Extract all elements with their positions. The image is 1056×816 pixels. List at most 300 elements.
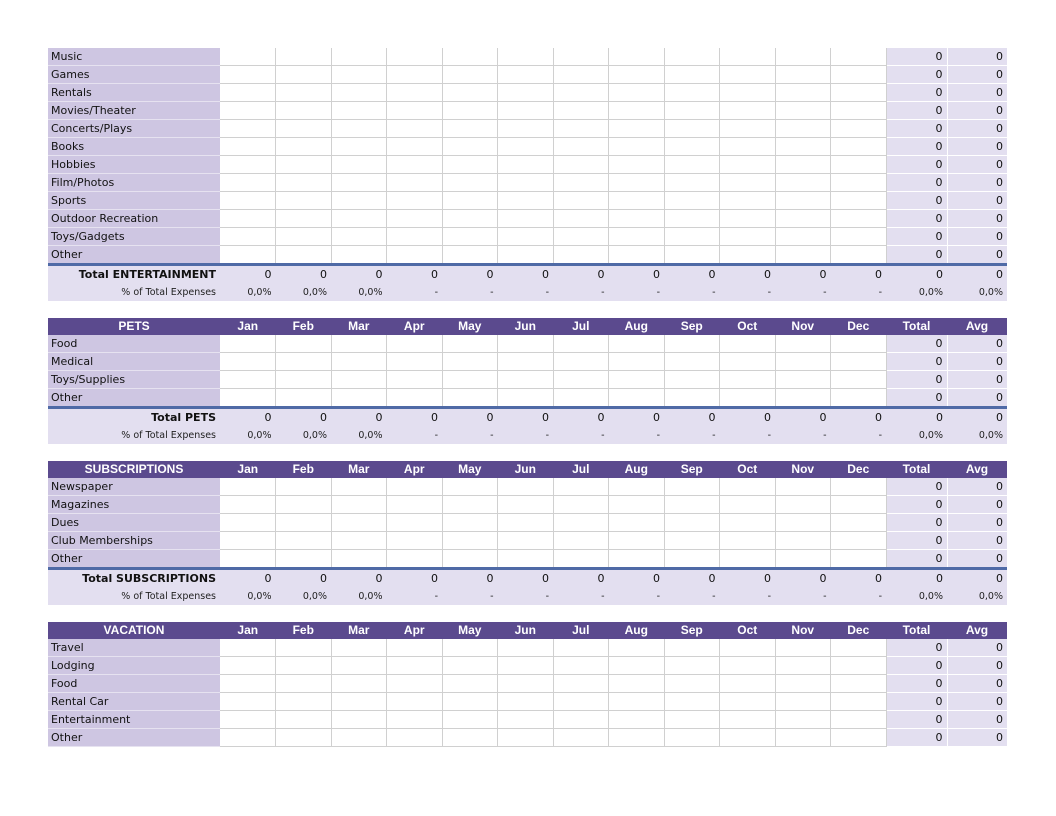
month-value-cell[interactable] <box>442 335 498 353</box>
month-value-cell[interactable] <box>442 514 498 532</box>
month-value-cell[interactable] <box>720 228 776 246</box>
month-value-cell[interactable] <box>442 102 498 120</box>
month-value-cell[interactable] <box>664 174 720 192</box>
month-value-cell[interactable] <box>720 66 776 84</box>
month-value-cell[interactable] <box>387 389 443 408</box>
month-value-cell[interactable] <box>498 174 554 192</box>
month-value-cell[interactable] <box>498 675 554 693</box>
month-value-cell[interactable] <box>609 550 665 569</box>
month-value-cell[interactable] <box>331 174 387 192</box>
month-value-cell[interactable] <box>775 693 831 711</box>
month-value-cell[interactable] <box>276 550 332 569</box>
month-value-cell[interactable] <box>664 550 720 569</box>
month-value-cell[interactable] <box>720 532 776 550</box>
month-value-cell[interactable] <box>498 711 554 729</box>
month-value-cell[interactable] <box>220 210 276 228</box>
month-value-cell[interactable] <box>387 550 443 569</box>
month-value-cell[interactable] <box>387 66 443 84</box>
month-value-cell[interactable] <box>276 66 332 84</box>
month-value-cell[interactable] <box>664 84 720 102</box>
month-value-cell[interactable] <box>442 84 498 102</box>
month-value-cell[interactable] <box>387 102 443 120</box>
month-value-cell[interactable] <box>442 532 498 550</box>
month-value-cell[interactable] <box>442 353 498 371</box>
month-value-cell[interactable] <box>442 693 498 711</box>
month-value-cell[interactable] <box>387 210 443 228</box>
month-value-cell[interactable] <box>442 192 498 210</box>
month-value-cell[interactable] <box>609 102 665 120</box>
month-value-cell[interactable] <box>331 138 387 156</box>
month-value-cell[interactable] <box>387 514 443 532</box>
month-value-cell[interactable] <box>331 711 387 729</box>
month-value-cell[interactable] <box>498 532 554 550</box>
month-value-cell[interactable] <box>498 389 554 408</box>
month-value-cell[interactable] <box>498 156 554 174</box>
month-value-cell[interactable] <box>831 514 887 532</box>
month-value-cell[interactable] <box>831 353 887 371</box>
month-value-cell[interactable] <box>831 675 887 693</box>
month-value-cell[interactable] <box>442 550 498 569</box>
month-value-cell[interactable] <box>831 66 887 84</box>
month-value-cell[interactable] <box>664 514 720 532</box>
month-value-cell[interactable] <box>331 550 387 569</box>
month-value-cell[interactable] <box>220 353 276 371</box>
month-value-cell[interactable] <box>276 84 332 102</box>
month-value-cell[interactable] <box>720 246 776 265</box>
month-value-cell[interactable] <box>775 353 831 371</box>
month-value-cell[interactable] <box>720 711 776 729</box>
month-value-cell[interactable] <box>220 84 276 102</box>
month-value-cell[interactable] <box>720 657 776 675</box>
month-value-cell[interactable] <box>553 514 609 532</box>
month-value-cell[interactable] <box>609 657 665 675</box>
month-value-cell[interactable] <box>609 371 665 389</box>
month-value-cell[interactable] <box>276 639 332 657</box>
month-value-cell[interactable] <box>387 335 443 353</box>
month-value-cell[interactable] <box>498 729 554 747</box>
month-value-cell[interactable] <box>387 729 443 747</box>
month-value-cell[interactable] <box>442 371 498 389</box>
month-value-cell[interactable] <box>775 210 831 228</box>
month-value-cell[interactable] <box>831 639 887 657</box>
month-value-cell[interactable] <box>609 335 665 353</box>
month-value-cell[interactable] <box>553 156 609 174</box>
month-value-cell[interactable] <box>387 532 443 550</box>
month-value-cell[interactable] <box>831 335 887 353</box>
month-value-cell[interactable] <box>775 228 831 246</box>
month-value-cell[interactable] <box>609 675 665 693</box>
month-value-cell[interactable] <box>220 532 276 550</box>
month-value-cell[interactable] <box>720 639 776 657</box>
month-value-cell[interactable] <box>775 389 831 408</box>
month-value-cell[interactable] <box>831 657 887 675</box>
month-value-cell[interactable] <box>387 84 443 102</box>
month-value-cell[interactable] <box>387 657 443 675</box>
month-value-cell[interactable] <box>553 353 609 371</box>
month-value-cell[interactable] <box>553 335 609 353</box>
month-value-cell[interactable] <box>498 478 554 496</box>
month-value-cell[interactable] <box>775 84 831 102</box>
month-value-cell[interactable] <box>609 174 665 192</box>
month-value-cell[interactable] <box>553 550 609 569</box>
month-value-cell[interactable] <box>664 102 720 120</box>
month-value-cell[interactable] <box>276 353 332 371</box>
month-value-cell[interactable] <box>664 120 720 138</box>
month-value-cell[interactable] <box>387 478 443 496</box>
month-value-cell[interactable] <box>442 48 498 66</box>
month-value-cell[interactable] <box>609 711 665 729</box>
month-value-cell[interactable] <box>553 371 609 389</box>
month-value-cell[interactable] <box>220 693 276 711</box>
month-value-cell[interactable] <box>553 478 609 496</box>
month-value-cell[interactable] <box>609 210 665 228</box>
month-value-cell[interactable] <box>331 192 387 210</box>
month-value-cell[interactable] <box>498 335 554 353</box>
month-value-cell[interactable] <box>220 389 276 408</box>
month-value-cell[interactable] <box>276 228 332 246</box>
month-value-cell[interactable] <box>664 639 720 657</box>
month-value-cell[interactable] <box>442 138 498 156</box>
month-value-cell[interactable] <box>664 246 720 265</box>
month-value-cell[interactable] <box>609 246 665 265</box>
month-value-cell[interactable] <box>720 496 776 514</box>
month-value-cell[interactable] <box>387 228 443 246</box>
month-value-cell[interactable] <box>331 335 387 353</box>
month-value-cell[interactable] <box>276 174 332 192</box>
month-value-cell[interactable] <box>276 729 332 747</box>
month-value-cell[interactable] <box>498 353 554 371</box>
month-value-cell[interactable] <box>331 156 387 174</box>
month-value-cell[interactable] <box>553 210 609 228</box>
month-value-cell[interactable] <box>498 48 554 66</box>
month-value-cell[interactable] <box>387 496 443 514</box>
month-value-cell[interactable] <box>775 120 831 138</box>
month-value-cell[interactable] <box>387 675 443 693</box>
month-value-cell[interactable] <box>775 192 831 210</box>
month-value-cell[interactable] <box>276 192 332 210</box>
month-value-cell[interactable] <box>498 66 554 84</box>
month-value-cell[interactable] <box>664 532 720 550</box>
month-value-cell[interactable] <box>831 210 887 228</box>
month-value-cell[interactable] <box>442 210 498 228</box>
month-value-cell[interactable] <box>498 192 554 210</box>
month-value-cell[interactable] <box>276 246 332 265</box>
month-value-cell[interactable] <box>553 693 609 711</box>
month-value-cell[interactable] <box>220 514 276 532</box>
month-value-cell[interactable] <box>664 496 720 514</box>
month-value-cell[interactable] <box>276 496 332 514</box>
month-value-cell[interactable] <box>831 84 887 102</box>
month-value-cell[interactable] <box>331 532 387 550</box>
month-value-cell[interactable] <box>387 156 443 174</box>
month-value-cell[interactable] <box>276 711 332 729</box>
month-value-cell[interactable] <box>609 48 665 66</box>
month-value-cell[interactable] <box>276 478 332 496</box>
month-value-cell[interactable] <box>387 693 443 711</box>
month-value-cell[interactable] <box>331 478 387 496</box>
month-value-cell[interactable] <box>609 389 665 408</box>
month-value-cell[interactable] <box>720 335 776 353</box>
month-value-cell[interactable] <box>720 156 776 174</box>
month-value-cell[interactable] <box>276 335 332 353</box>
month-value-cell[interactable] <box>720 210 776 228</box>
month-value-cell[interactable] <box>553 532 609 550</box>
month-value-cell[interactable] <box>664 693 720 711</box>
month-value-cell[interactable] <box>442 711 498 729</box>
month-value-cell[interactable] <box>498 120 554 138</box>
month-value-cell[interactable] <box>664 657 720 675</box>
month-value-cell[interactable] <box>442 675 498 693</box>
month-value-cell[interactable] <box>775 657 831 675</box>
month-value-cell[interactable] <box>553 729 609 747</box>
month-value-cell[interactable] <box>775 66 831 84</box>
month-value-cell[interactable] <box>331 639 387 657</box>
month-value-cell[interactable] <box>720 84 776 102</box>
month-value-cell[interactable] <box>553 174 609 192</box>
month-value-cell[interactable] <box>331 66 387 84</box>
month-value-cell[interactable] <box>276 389 332 408</box>
month-value-cell[interactable] <box>720 729 776 747</box>
month-value-cell[interactable] <box>609 228 665 246</box>
month-value-cell[interactable] <box>831 371 887 389</box>
month-value-cell[interactable] <box>276 210 332 228</box>
month-value-cell[interactable] <box>664 353 720 371</box>
month-value-cell[interactable] <box>775 550 831 569</box>
month-value-cell[interactable] <box>220 711 276 729</box>
month-value-cell[interactable] <box>442 66 498 84</box>
month-value-cell[interactable] <box>775 156 831 174</box>
month-value-cell[interactable] <box>664 711 720 729</box>
month-value-cell[interactable] <box>442 246 498 265</box>
month-value-cell[interactable] <box>387 192 443 210</box>
month-value-cell[interactable] <box>609 532 665 550</box>
month-value-cell[interactable] <box>831 729 887 747</box>
month-value-cell[interactable] <box>276 371 332 389</box>
month-value-cell[interactable] <box>831 711 887 729</box>
month-value-cell[interactable] <box>220 138 276 156</box>
month-value-cell[interactable] <box>831 550 887 569</box>
month-value-cell[interactable] <box>664 228 720 246</box>
month-value-cell[interactable] <box>831 228 887 246</box>
month-value-cell[interactable] <box>220 120 276 138</box>
month-value-cell[interactable] <box>609 514 665 532</box>
month-value-cell[interactable] <box>442 496 498 514</box>
month-value-cell[interactable] <box>609 496 665 514</box>
month-value-cell[interactable] <box>498 657 554 675</box>
month-value-cell[interactable] <box>276 102 332 120</box>
month-value-cell[interactable] <box>220 657 276 675</box>
month-value-cell[interactable] <box>276 48 332 66</box>
month-value-cell[interactable] <box>609 84 665 102</box>
month-value-cell[interactable] <box>387 48 443 66</box>
month-value-cell[interactable] <box>775 102 831 120</box>
month-value-cell[interactable] <box>775 532 831 550</box>
month-value-cell[interactable] <box>442 729 498 747</box>
month-value-cell[interactable] <box>331 389 387 408</box>
month-value-cell[interactable] <box>609 192 665 210</box>
month-value-cell[interactable] <box>220 729 276 747</box>
month-value-cell[interactable] <box>331 228 387 246</box>
month-value-cell[interactable] <box>720 550 776 569</box>
month-value-cell[interactable] <box>720 353 776 371</box>
month-value-cell[interactable] <box>498 246 554 265</box>
month-value-cell[interactable] <box>775 729 831 747</box>
month-value-cell[interactable] <box>220 246 276 265</box>
month-value-cell[interactable] <box>553 192 609 210</box>
month-value-cell[interactable] <box>442 120 498 138</box>
month-value-cell[interactable] <box>609 156 665 174</box>
month-value-cell[interactable] <box>331 120 387 138</box>
month-value-cell[interactable] <box>387 120 443 138</box>
month-value-cell[interactable] <box>220 102 276 120</box>
month-value-cell[interactable] <box>442 639 498 657</box>
month-value-cell[interactable] <box>331 48 387 66</box>
month-value-cell[interactable] <box>775 138 831 156</box>
month-value-cell[interactable] <box>220 228 276 246</box>
month-value-cell[interactable] <box>720 102 776 120</box>
month-value-cell[interactable] <box>775 246 831 265</box>
month-value-cell[interactable] <box>831 120 887 138</box>
month-value-cell[interactable] <box>664 48 720 66</box>
month-value-cell[interactable] <box>331 514 387 532</box>
month-value-cell[interactable] <box>609 138 665 156</box>
month-value-cell[interactable] <box>498 550 554 569</box>
month-value-cell[interactable] <box>331 496 387 514</box>
month-value-cell[interactable] <box>609 353 665 371</box>
month-value-cell[interactable] <box>498 371 554 389</box>
month-value-cell[interactable] <box>775 639 831 657</box>
month-value-cell[interactable] <box>553 84 609 102</box>
month-value-cell[interactable] <box>553 496 609 514</box>
month-value-cell[interactable] <box>442 228 498 246</box>
month-value-cell[interactable] <box>553 48 609 66</box>
month-value-cell[interactable] <box>553 675 609 693</box>
month-value-cell[interactable] <box>720 138 776 156</box>
month-value-cell[interactable] <box>664 389 720 408</box>
month-value-cell[interactable] <box>442 657 498 675</box>
month-value-cell[interactable] <box>387 353 443 371</box>
month-value-cell[interactable] <box>331 246 387 265</box>
month-value-cell[interactable] <box>498 514 554 532</box>
month-value-cell[interactable] <box>720 693 776 711</box>
month-value-cell[interactable] <box>331 657 387 675</box>
month-value-cell[interactable] <box>220 335 276 353</box>
month-value-cell[interactable] <box>276 120 332 138</box>
month-value-cell[interactable] <box>775 478 831 496</box>
month-value-cell[interactable] <box>831 389 887 408</box>
month-value-cell[interactable] <box>775 514 831 532</box>
month-value-cell[interactable] <box>387 174 443 192</box>
month-value-cell[interactable] <box>664 138 720 156</box>
month-value-cell[interactable] <box>553 138 609 156</box>
month-value-cell[interactable] <box>387 711 443 729</box>
month-value-cell[interactable] <box>220 496 276 514</box>
month-value-cell[interactable] <box>498 496 554 514</box>
month-value-cell[interactable] <box>609 66 665 84</box>
month-value-cell[interactable] <box>720 389 776 408</box>
month-value-cell[interactable] <box>331 102 387 120</box>
month-value-cell[interactable] <box>442 389 498 408</box>
month-value-cell[interactable] <box>387 639 443 657</box>
month-value-cell[interactable] <box>553 389 609 408</box>
month-value-cell[interactable] <box>664 210 720 228</box>
month-value-cell[interactable] <box>720 174 776 192</box>
month-value-cell[interactable] <box>220 174 276 192</box>
month-value-cell[interactable] <box>720 48 776 66</box>
month-value-cell[interactable] <box>220 371 276 389</box>
month-value-cell[interactable] <box>775 48 831 66</box>
month-value-cell[interactable] <box>276 138 332 156</box>
month-value-cell[interactable] <box>775 675 831 693</box>
month-value-cell[interactable] <box>331 371 387 389</box>
month-value-cell[interactable] <box>498 102 554 120</box>
month-value-cell[interactable] <box>831 174 887 192</box>
month-value-cell[interactable] <box>831 48 887 66</box>
month-value-cell[interactable] <box>498 210 554 228</box>
month-value-cell[interactable] <box>831 138 887 156</box>
month-value-cell[interactable] <box>220 550 276 569</box>
month-value-cell[interactable] <box>276 675 332 693</box>
month-value-cell[interactable] <box>609 120 665 138</box>
month-value-cell[interactable] <box>609 693 665 711</box>
month-value-cell[interactable] <box>331 729 387 747</box>
month-value-cell[interactable] <box>553 657 609 675</box>
month-value-cell[interactable] <box>664 478 720 496</box>
month-value-cell[interactable] <box>831 102 887 120</box>
month-value-cell[interactable] <box>831 192 887 210</box>
month-value-cell[interactable] <box>553 228 609 246</box>
month-value-cell[interactable] <box>498 693 554 711</box>
month-value-cell[interactable] <box>387 138 443 156</box>
month-value-cell[interactable] <box>831 246 887 265</box>
month-value-cell[interactable] <box>720 478 776 496</box>
month-value-cell[interactable] <box>609 478 665 496</box>
month-value-cell[interactable] <box>498 138 554 156</box>
month-value-cell[interactable] <box>331 84 387 102</box>
month-value-cell[interactable] <box>276 532 332 550</box>
month-value-cell[interactable] <box>775 371 831 389</box>
month-value-cell[interactable] <box>331 675 387 693</box>
month-value-cell[interactable] <box>442 478 498 496</box>
month-value-cell[interactable] <box>553 102 609 120</box>
month-value-cell[interactable] <box>775 335 831 353</box>
month-value-cell[interactable] <box>775 174 831 192</box>
month-value-cell[interactable] <box>720 371 776 389</box>
month-value-cell[interactable] <box>498 84 554 102</box>
month-value-cell[interactable] <box>831 693 887 711</box>
month-value-cell[interactable] <box>220 66 276 84</box>
month-value-cell[interactable] <box>831 496 887 514</box>
month-value-cell[interactable] <box>553 246 609 265</box>
month-value-cell[interactable] <box>664 66 720 84</box>
month-value-cell[interactable] <box>831 478 887 496</box>
month-value-cell[interactable] <box>609 729 665 747</box>
month-value-cell[interactable] <box>609 639 665 657</box>
month-value-cell[interactable] <box>664 729 720 747</box>
month-value-cell[interactable] <box>220 48 276 66</box>
month-value-cell[interactable] <box>664 156 720 174</box>
month-value-cell[interactable] <box>220 192 276 210</box>
month-value-cell[interactable] <box>664 335 720 353</box>
month-value-cell[interactable] <box>498 639 554 657</box>
month-value-cell[interactable] <box>331 353 387 371</box>
month-value-cell[interactable] <box>831 532 887 550</box>
month-value-cell[interactable] <box>664 675 720 693</box>
month-value-cell[interactable] <box>387 371 443 389</box>
month-value-cell[interactable] <box>276 657 332 675</box>
month-value-cell[interactable] <box>664 371 720 389</box>
month-value-cell[interactable] <box>276 514 332 532</box>
